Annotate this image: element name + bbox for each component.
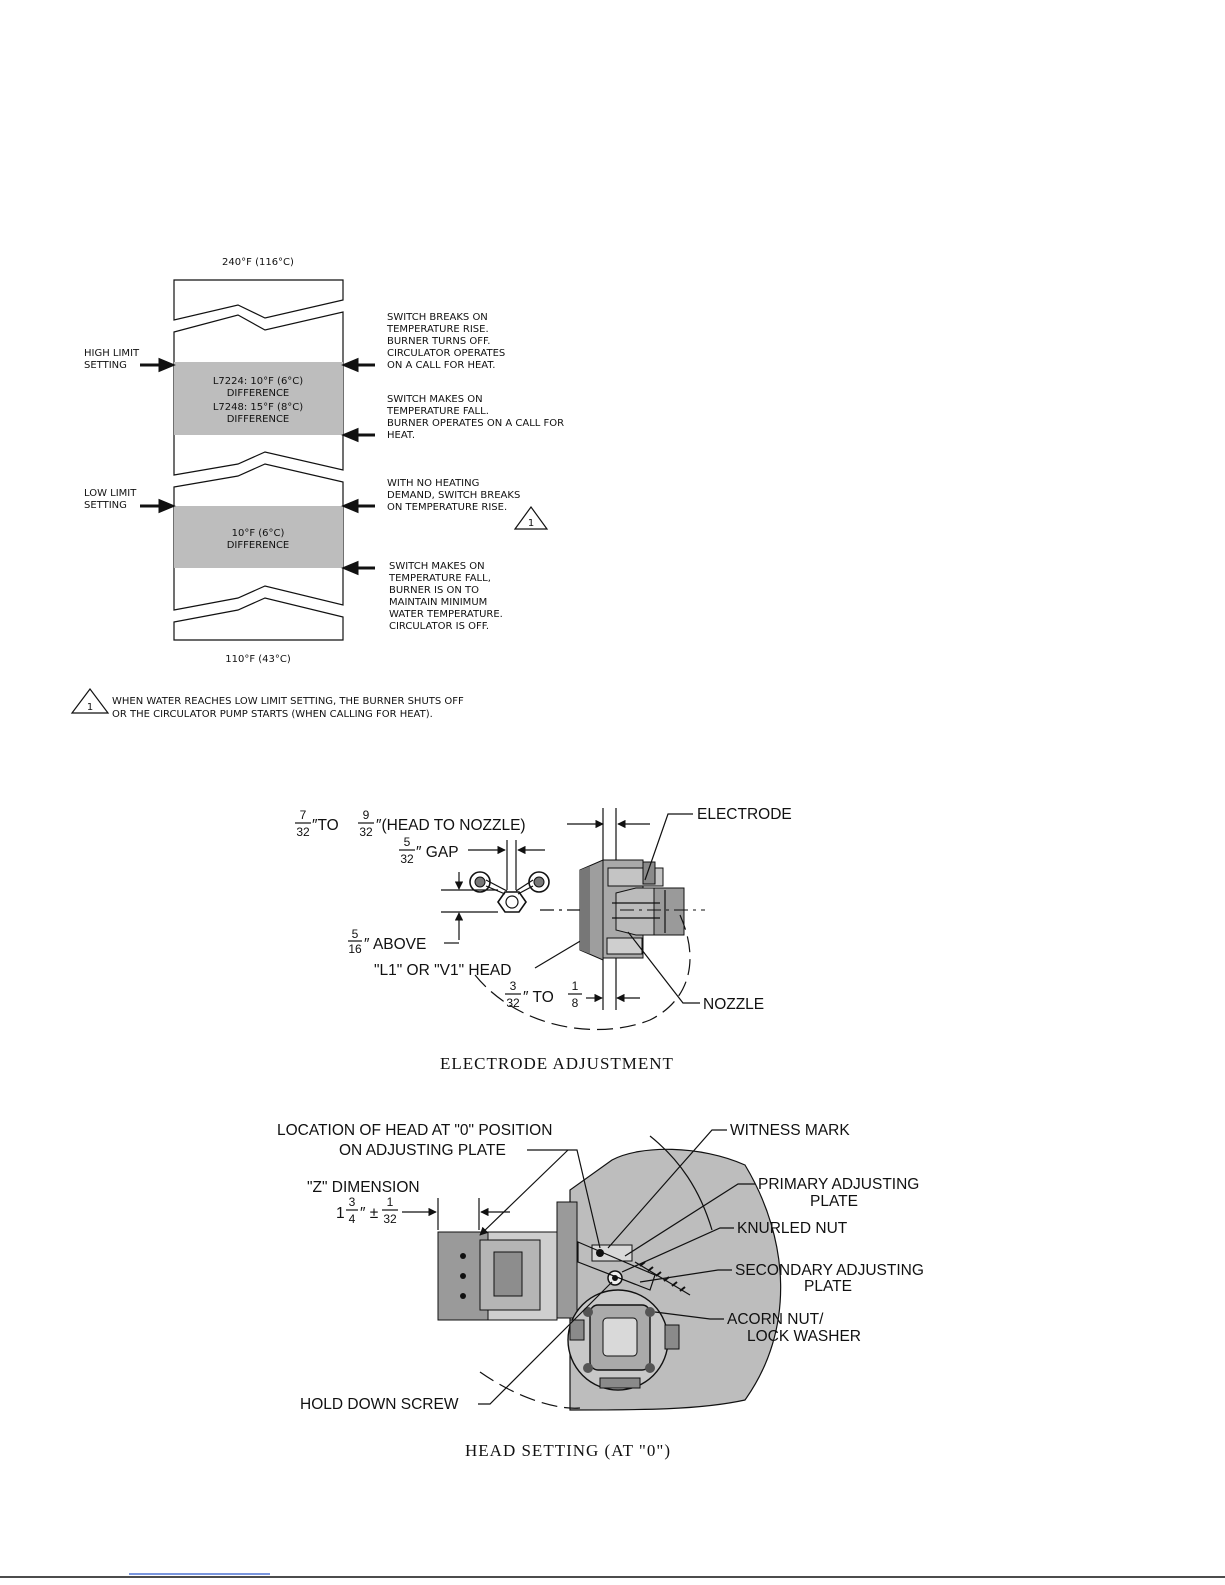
secondary-plate-label-1: SECONDARY ADJUSTING xyxy=(735,1262,924,1279)
note1-arrow xyxy=(345,360,375,370)
svg-text:9: 9 xyxy=(362,808,370,822)
note3-arrow xyxy=(345,501,375,511)
svg-text:3: 3 xyxy=(509,979,517,993)
svg-text:CIRCULATOR OPERATES: CIRCULATOR OPERATES xyxy=(387,348,506,359)
svg-text:TEMPERATURE FALL.: TEMPERATURE FALL. xyxy=(387,406,489,417)
svg-text:″ ±: ″ ± xyxy=(360,1205,379,1222)
low-limit-label-1: LOW LIMIT xyxy=(84,488,137,499)
primary-plate-label-2: PLATE xyxy=(810,1193,858,1210)
svg-text:″ TO: ″ TO xyxy=(523,989,554,1006)
knurled-nut-label: KNURLED NUT xyxy=(737,1220,848,1237)
head-assembly xyxy=(580,860,705,960)
svg-text:5: 5 xyxy=(351,927,359,941)
svg-text:WATER TEMPERATURE.: WATER TEMPERATURE. xyxy=(389,609,503,620)
low-band-text xyxy=(227,528,290,551)
primary-plate-label-1: PRIMARY ADJUSTING xyxy=(758,1176,920,1193)
svg-text:″TO: ″TO xyxy=(312,817,339,834)
svg-text:OR THE CIRCULATOR PUMP STARTS: OR THE CIRCULATOR PUMP STARTS (WHEN CALLING FOR HEAT). xyxy=(112,709,433,720)
high-limit-label-1: HIGH LIMIT xyxy=(84,348,140,359)
location-label-2: ON ADJUSTING PLATE xyxy=(339,1142,506,1159)
housing-dashed-arc xyxy=(480,1372,580,1408)
location-leader-b xyxy=(480,1150,568,1235)
svg-text:16: 16 xyxy=(348,942,362,956)
svg-text:10°F (6°C): 10°F (6°C) xyxy=(231,528,285,539)
svg-text:WHEN WATER REACHES LOW LIMIT S: WHEN WATER REACHES LOW LIMIT SETTING, THE BURNER SHUTS OFF xyxy=(112,696,464,707)
svg-text:TEMPERATURE FALL,: TEMPERATURE FALL, xyxy=(389,573,491,584)
svg-text:32: 32 xyxy=(296,825,310,839)
svg-text:DIFFERENCE: DIFFERENCE xyxy=(226,540,290,551)
nozzle-label: NOZZLE xyxy=(703,996,765,1013)
svg-text:″ GAP: ″ GAP xyxy=(416,844,459,861)
electrode-adjustment-diagram xyxy=(295,806,792,1073)
svg-text:1: 1 xyxy=(336,1205,345,1222)
note-marker-triangle xyxy=(515,507,547,529)
note-1 xyxy=(386,312,505,371)
svg-text:1: 1 xyxy=(386,1195,394,1209)
svg-text:32: 32 xyxy=(359,825,373,839)
acorn-nut-label-2: LOCK WASHER xyxy=(747,1328,861,1345)
svg-text:4: 4 xyxy=(348,1212,356,1226)
svg-text:L7224: 10°F (6°C): L7224: 10°F (6°C) xyxy=(212,376,304,387)
svg-text:3: 3 xyxy=(348,1195,356,1209)
column-bottom-segment xyxy=(174,598,343,640)
footnote xyxy=(72,689,464,720)
gap-dimension xyxy=(399,835,545,890)
svg-text:ON A CALL FOR HEAT.: ON A CALL FOR HEAT. xyxy=(387,360,496,371)
svg-text:HEAT.: HEAT. xyxy=(387,430,416,441)
witness-mark-label: WITNESS MARK xyxy=(730,1122,850,1139)
svg-text:32: 32 xyxy=(383,1212,397,1226)
svg-text:WITH NO HEATING: WITH NO HEATING xyxy=(387,478,480,489)
acorn-nut-label-1: ACORN NUT/ xyxy=(727,1311,824,1328)
limit-chart xyxy=(72,257,564,720)
svg-text:DEMAND, SWITCH BREAKS: DEMAND, SWITCH BREAKS xyxy=(387,490,521,501)
head-type-label: "L1" OR "V1" HEAD xyxy=(374,962,512,979)
svg-text:DIFFERENCE: DIFFERENCE xyxy=(226,388,290,399)
svg-text:32: 32 xyxy=(506,996,520,1010)
svg-text:BURNER IS ON TO: BURNER IS ON TO xyxy=(389,585,480,596)
electrode-tips xyxy=(470,872,549,894)
svg-text:SWITCH MAKES ON: SWITCH MAKES ON xyxy=(389,561,485,572)
spacing-dimension xyxy=(505,979,640,1010)
hold-down-screw-label: HOLD DOWN SCREW xyxy=(300,1396,459,1413)
head-setting-diagram xyxy=(277,1122,924,1460)
high-limit-label-2: SETTING xyxy=(84,360,127,371)
svg-text:32: 32 xyxy=(400,852,414,866)
svg-text:1: 1 xyxy=(527,518,535,529)
svg-text:8: 8 xyxy=(571,996,579,1010)
svg-text:5: 5 xyxy=(403,835,411,849)
electrode-caption: ELECTRODE ADJUSTMENT xyxy=(440,1054,674,1073)
svg-text:MAINTAIN MINIMUM: MAINTAIN MINIMUM xyxy=(389,597,488,608)
svg-text:1: 1 xyxy=(86,702,94,713)
z-dimension-value xyxy=(336,1195,510,1230)
svg-text:L7248: 15°F (8°C): L7248: 15°F (8°C) xyxy=(212,402,304,413)
high-limit-arrow xyxy=(140,360,172,370)
note4-arrow xyxy=(345,563,375,573)
air-tube-flange xyxy=(557,1202,577,1318)
svg-text:CIRCULATOR IS OFF.: CIRCULATOR IS OFF. xyxy=(389,621,490,632)
svg-text:BURNER TURNS OFF.: BURNER TURNS OFF. xyxy=(387,336,491,347)
low-limit-label-2: SETTING xyxy=(84,500,127,511)
note2-arrow xyxy=(345,430,375,440)
svg-text:DIFFERENCE: DIFFERENCE xyxy=(226,414,290,425)
svg-text:SWITCH MAKES ON: SWITCH MAKES ON xyxy=(387,394,483,405)
note-3 xyxy=(387,478,520,513)
electrode-label: ELECTRODE xyxy=(697,806,792,823)
low-limit-arrow xyxy=(140,501,172,511)
column-top-segment xyxy=(174,280,343,320)
note-2 xyxy=(386,394,564,441)
secondary-plate-label-2: PLATE xyxy=(804,1278,852,1295)
svg-text:SWITCH BREAKS ON: SWITCH BREAKS ON xyxy=(387,312,488,323)
svg-text:″(HEAD TO NOZZLE): ″(HEAD TO NOZZLE) xyxy=(376,817,526,834)
head-setting-caption: HEAD SETTING (AT "0") xyxy=(465,1441,671,1460)
svg-text:BURNER OPERATES ON A CALL FOR: BURNER OPERATES ON A CALL FOR xyxy=(387,418,565,429)
svg-text:″ ABOVE: ″ ABOVE xyxy=(364,936,427,953)
location-label-1: LOCATION OF HEAD AT "0" POSITION xyxy=(277,1122,553,1139)
z-dimension-label: "Z" DIMENSION xyxy=(307,1179,420,1196)
bottom-temp-label: 110°F (43°C) xyxy=(225,654,291,665)
svg-text:7: 7 xyxy=(299,808,307,822)
note-4 xyxy=(388,561,503,632)
svg-text:1: 1 xyxy=(571,979,579,993)
svg-text:ON TEMPERATURE RISE.: ON TEMPERATURE RISE. xyxy=(387,502,508,513)
top-temp-label: 240°F (116°C) xyxy=(222,257,294,268)
svg-text:TEMPERATURE RISE.: TEMPERATURE RISE. xyxy=(387,324,489,335)
